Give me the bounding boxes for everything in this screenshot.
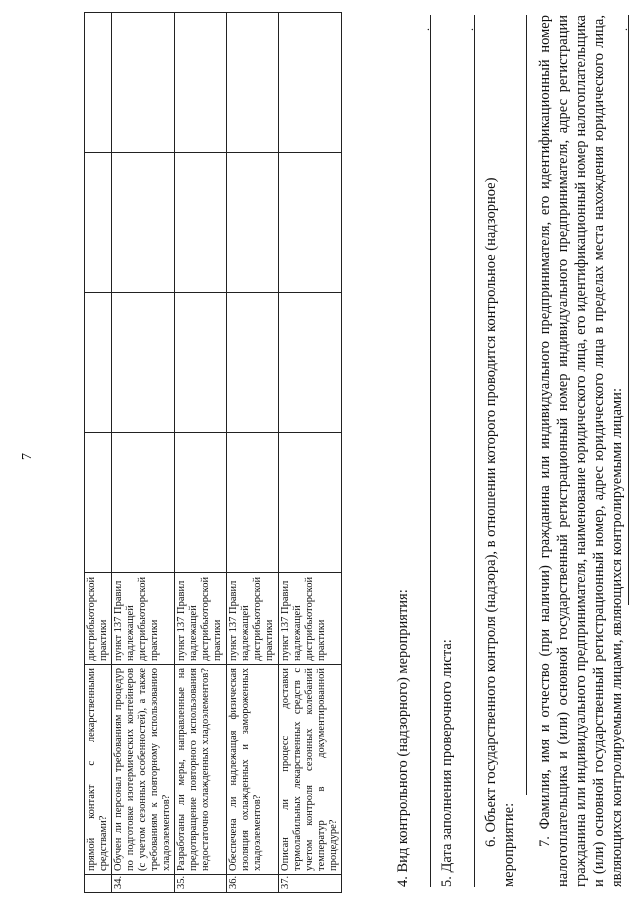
row-number-cell: 35. — [175, 875, 227, 893]
section-5-fill-date — [438, 15, 456, 887]
reference-cell: пункт 137 Правил надлежащей дистрибьюторской практики — [279, 573, 342, 665]
answer-na-cell — [85, 153, 112, 293]
answer-yes-cell — [175, 433, 227, 573]
section-7-controlled-person — [536, 15, 626, 887]
fill-line — [628, 15, 629, 605]
table-row — [279, 13, 342, 893]
note-cell — [85, 13, 112, 153]
answer-no-cell — [227, 293, 279, 433]
note-cell — [112, 13, 175, 153]
section-7-text: 7. Фамилия, имя и отчество (при наличии) гражданина или индивидуального предпринимателя, его идентификационный номер налогоплательщика и (или) основной государственный регистрационный номер индивидуального предпринимателя, адрес регистрации гражданина или индивидуального предпринимателя, наименование юридического лица, его идентификационный номер налогоплательщика и (или) основной государственный регистрационный номер, адрес юридического лица в пределах места нахождения юридического лица, являющихся контролируемыми лицами, являющихся контролируемыми лицами: — [537, 15, 625, 887]
line-end-mark: . — [462, 28, 476, 31]
question-cell: Обучен ли персонал требованиям процедур по подготовке изотермических контейнеров (с учетом сезонных особенностей), а также требованиям к повторному использованию хладоэлементов? — [112, 665, 175, 875]
answer-na-cell — [112, 153, 175, 293]
answer-no-cell — [279, 293, 342, 433]
reference-cell: пункт 137 Правил надлежащей дистрибьюторской практики — [112, 573, 175, 665]
fill-line — [474, 15, 475, 887]
question-cell: прямой контакт с лекарственными средствами? — [85, 665, 112, 875]
fill-line — [430, 15, 431, 887]
row-number-cell — [85, 875, 112, 893]
reference-cell: дистрибьюторской практики — [85, 573, 112, 665]
section-6-line-2: мероприятие: — [501, 802, 517, 887]
answer-no-cell — [175, 293, 227, 433]
answer-na-cell — [227, 153, 279, 293]
answer-no-cell — [85, 293, 112, 433]
table-row — [175, 13, 227, 893]
answer-no-cell — [112, 293, 175, 433]
question-cell: Обеспечена ли надлежащая физическая изоляция охлажденных и замороженных хладоэлементов? — [227, 665, 279, 875]
section-4-label: 4. Вид контрольного (надзорного) мероприятия: — [395, 589, 411, 887]
answer-yes-cell — [227, 433, 279, 573]
section-6-control-object — [482, 15, 518, 887]
question-cell: Разработаны ли меры, направленные на предотвращение повторного использования недостаточно охлажденных хладоэлементов? — [175, 665, 227, 875]
table-row — [112, 13, 175, 893]
line-end-mark: . — [418, 28, 432, 31]
note-cell — [227, 13, 279, 153]
section-6-line-1: 6. Объект государственного контроля (надзора), в отношении которого проводится контрольное (надзорное) — [483, 177, 499, 847]
section-4-inspection-type — [394, 15, 412, 887]
reference-cell: пункт 137 Правил надлежащей дистрибьюторской практики — [175, 573, 227, 665]
line-end-mark: . — [616, 28, 630, 31]
reference-cell: пункт 137 Правил надлежащей дистрибьюторской практики — [227, 573, 279, 665]
fill-line — [526, 15, 527, 795]
answer-yes-cell — [112, 433, 175, 573]
checklist-table — [84, 12, 342, 893]
note-cell — [175, 13, 227, 153]
answer-na-cell — [279, 153, 342, 293]
answer-na-cell — [175, 153, 227, 293]
table-row — [227, 13, 279, 893]
row-number-cell: 36. — [227, 875, 279, 893]
section-5-label: 5. Дата заполнения проверочного листа: — [439, 639, 455, 887]
answer-yes-cell — [279, 433, 342, 573]
question-cell: Описан ли процесс доставки термолабильных лекарственных средств с учетом контроля сезонных колебаний температур в документированной процедуре? — [279, 665, 342, 875]
note-cell — [279, 13, 342, 153]
row-number-cell: 37. — [279, 875, 342, 893]
page-number: 7 — [20, 453, 35, 460]
row-number-cell: 34. — [112, 875, 175, 893]
table-row — [85, 13, 112, 893]
answer-yes-cell — [85, 433, 112, 573]
